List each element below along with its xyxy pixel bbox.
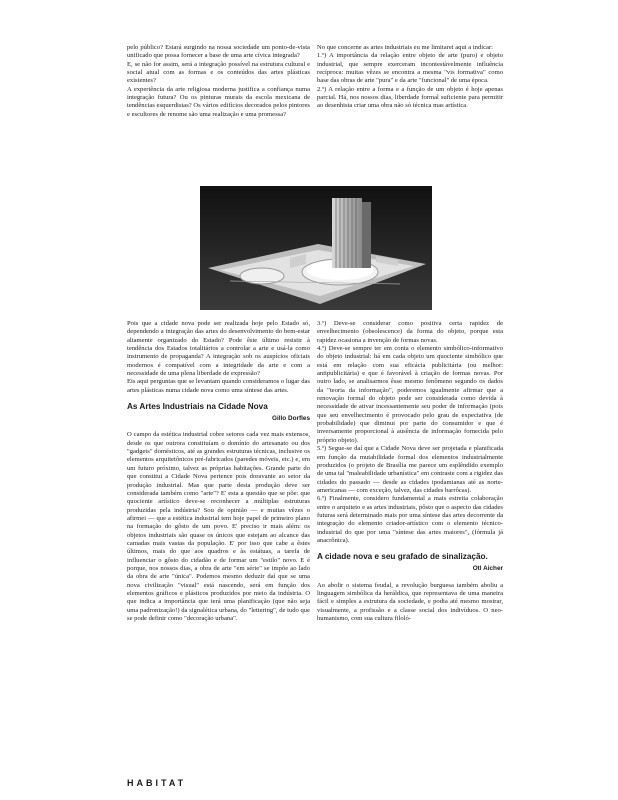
paragraph: E, se não for assim, será a integração possível na estrutura cultural e social atual com as formas e os conteúdos das artes plásticas existentes? (127, 60, 310, 85)
paragraph: No que concerne as artes industriais eu me limitarei aqui a indicar: (317, 44, 493, 51)
architecture-model-photo (200, 186, 432, 310)
paragraph: Pois que a cidade nova pode ser realizada hoje pelo Estado só, dependendo a integração das artes do desenvolvimento do bem-estar altamente organizado do Estado? Pode êste último resistir à tendência dos Estados totalitários a controlar a arte e usá-la como instrumento de propaganda? A integração sob os auspícios oficiais modernos é compatível com a integridade da arte e com a necessidade de uma plena liberdade de expressão? (127, 320, 310, 378)
paragraph: 5.º) Segue-se daí que a Cidade Nova deve ser projetada e planificada em função da mutabilidade formal dos elementos industrialmente produzidos (o projeto de Brasília me parece um esplêndido exemplo de uma tal "maleabilidade urbanística" em contraste com a rigidez das cidades do passado — desde as cidades ipodamianas até as norte-americanas — com exceção, talvez, das cidades barrôcas). (317, 445, 503, 494)
paragraph: 3.º) Deve-se considerar como positiva certa rapidez de envelhecimento (obsolescence) da forma do objeto, porque esta rapidez ocasiona a invenção de formas novas. (317, 320, 503, 344)
column-top-left (127, 44, 310, 119)
section-title: As Artes Industriais na Cidade Nova (127, 402, 268, 412)
author-name: Gillo Dorfles (272, 415, 310, 423)
column-top-right (317, 44, 503, 111)
paragraph: 4.º) Deve-se sempre ter em conta o elemento simbólico-informativo do objeto industrial: há em cada objeto um quociente simbólico que está em relação com sua eficácia publicitária (ou melhor: antipublicitária) e que é favorável à criação de formas novas. Por outro lado, se analisarmos êsse mesmo fenômeno segundo os dados da "teoria da informação", poderemos igualmente afirmar que a renovação formal do objeto pode ser considerada como devida à necessidade de ativar incessantemente seu poder de informação (pois que seu envelhecimento é provocado pelo grau de expectativa (de probabilidade) que diminui por parte do consumidor e que é inversamente proporcional à ausência de informação fornecida pelo próprio objeto). (317, 345, 503, 444)
paragraph: Ao abolir o sistema feudal, a revolução burguesa também aboliu a linguagem simbólica da heráldica, que representava de uma maneira fácil e simples a estrutura da sociedade, e podia até mesmo mostrar, visualmente, a profissão e a classe social dos indivíduos. O neo-humanismo, com sua cultura filoló- (317, 581, 503, 622)
paragraph: 2.º) A relação entre a forma e a função de um objeto é hoje apenas parcial. Há, nos nossos dias, liberdade formal suficiente para permitir ao desenhista criar uma obra não só técnica mas artística. (317, 85, 503, 110)
column-bottom-right (317, 320, 503, 623)
paragraph: O campo da estética industrial cobre setores cada vez mais extensos, desde os que outrora constituíam o domínio do artesanato ou dos "gadgets" domésticos, até as grandes estruturas técnicas, inclusive os elementos arquitetônicos pré-fabricados (paredes móveis, etc.) e, em um futuro próximo, talvez as próprias habitações. Grande parte do que constitui a Cidade Nova pertence pois doravante ao setor da produção industrial. Mas que parte desta produção deve ser considerada também como "arte"? E' esta a questão que se põe: que quociente artístico deve-se reconhecer a múltiplas estruturas produzidas pela indústria? Sou de opinião — e muitas vêzes o afirmei — que a estética industrial tem hoje papel de primeiro plano na formação do gôsto de um povo. E' preciso ir mais além: os objetos industriais são quase os únicos que estejam ao alcance das camadas mais vastas da população. E' por isso que cabe a êstes últimos, mais do que aos quadros e às estátuas, a tarefa de influenciar o gôsto do cidadão e de formar um "estilo" novo. E é porque, nos nossos dias, a obra de arte "em série" se impõe ao lado da obra de arte "única". Podemos mesmo deduzir daí que se uma nova civilização "visual" está nascendo, será em função dos elementos gráficos e plásticos produzidos por meio da indústria. O que indica a importância que terá uma planificação (que não seja uma padronização!) da signalética urbana, do "lettering", de tudo que se pode definir como "decoração urbana". (127, 431, 310, 622)
paragraph: pelo público? Estará surgindo na nossa sociedade um ponto-de-vista unificado que possa fornecer a base de uma arte cívica integrada? (127, 44, 310, 60)
section-title: A cidade nova e seu grafado de sinalização. (317, 552, 488, 562)
author-name: Otl Aicher (472, 565, 503, 573)
paragraph: 1.º) A importância da relação entre objeto de arte (puro) e objeto industrial, que sempre exerceram incontestàvelmente influência recíproca: muitas vêzes se encontra a mesma "vis formativa" como base das obras de arte "pura" e da arte "funcional" de uma época. (317, 52, 503, 85)
paragraph: Eis aqui perguntas que se levantam quando consideramos o lugar das artes plásticas numa cidade nova como uma síntese das artes. (127, 378, 310, 394)
paragraph: 6.º) Finalmente, considero fundamental a mais estreita colaboração entre o arquiteto e as artes industriais, pôsto que o aspecto das cidades futuras será determinado mais por uma síntese das artes decorrente da integração do elemento criador-artístico com o elemento técnico-industrial do que por uma "síntese das artes maiores", (fórmula já anacrônica). (317, 495, 503, 544)
magazine-name-footer: HABITAT (127, 778, 187, 788)
column-bottom-left (127, 320, 310, 623)
paragraph: A experiência da arte religiosa moderna justifica a confiança numa integração futura? Ou os pinturas murais da escola mexicana de tendências esquerdistas? Os vários edifícios decorados pelos pintores e escultores de renome são uma realização e uma promessa? (127, 85, 310, 118)
